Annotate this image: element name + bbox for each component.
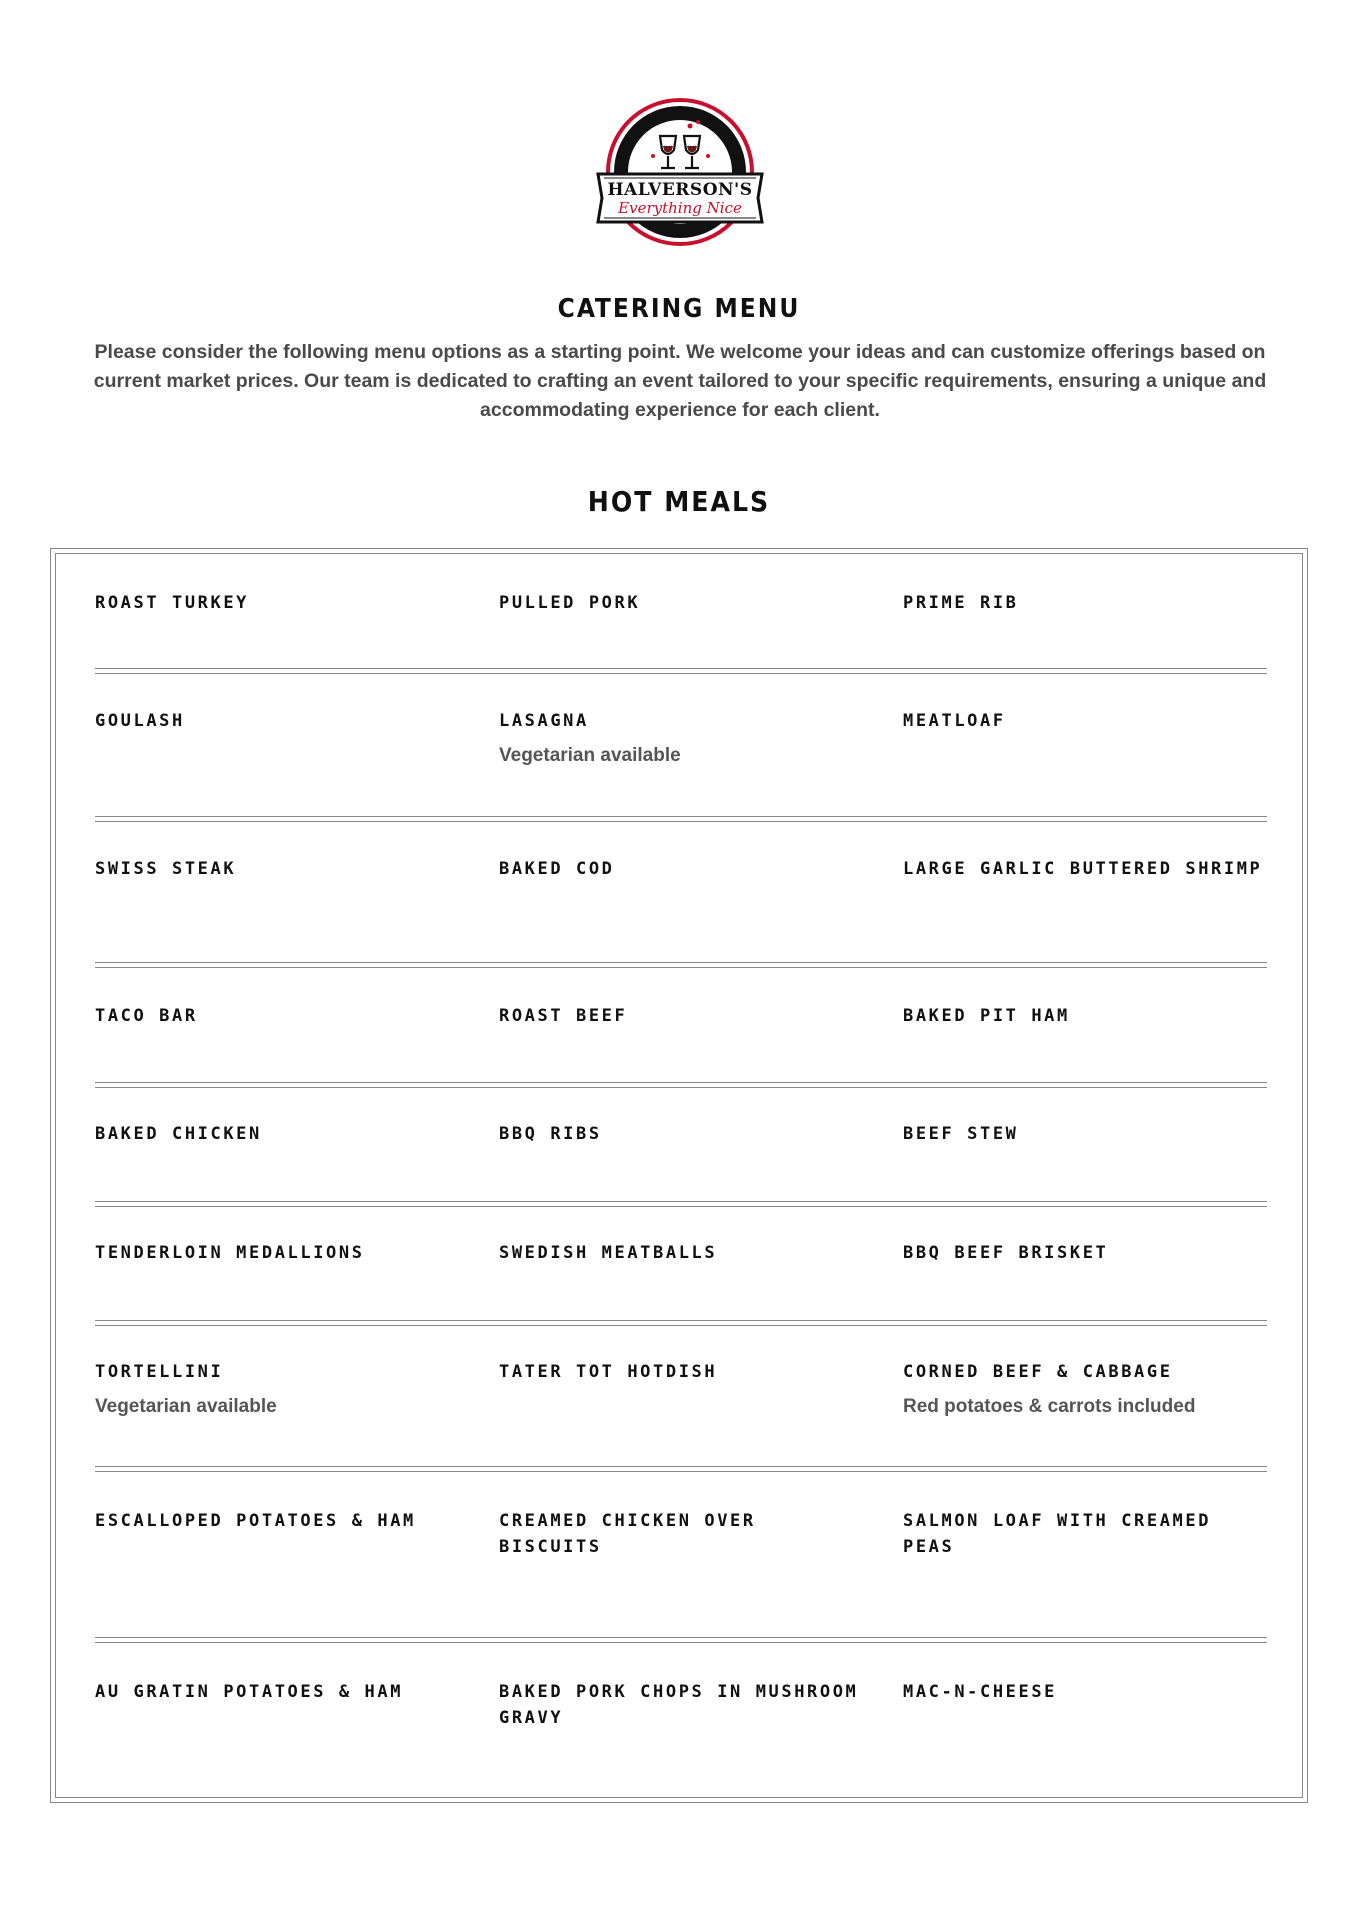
menu-item [499, 1240, 869, 1266]
row-divider [95, 668, 1267, 674]
menu-item-note: Vegetarian available [95, 1396, 277, 1417]
row-divider [95, 1466, 1267, 1472]
menu-item [499, 708, 869, 768]
menu-item [95, 1240, 465, 1266]
menu-item-name: BEEF STEW [903, 1124, 1019, 1144]
menu-item-name: TACO BAR [95, 1006, 198, 1026]
menu-item-note: Red potatoes & carrots included [903, 1396, 1196, 1417]
row-divider [95, 816, 1267, 822]
menu-item [499, 590, 869, 616]
menu-item-name: ROAST BEEF [499, 1006, 628, 1026]
menu-item [95, 1508, 465, 1534]
row-divider [95, 962, 1267, 968]
row-divider [95, 1201, 1267, 1207]
menu-item-name: AU GRATIN POTATOES & HAM [95, 1682, 404, 1702]
menu-item [95, 1679, 465, 1705]
menu-item-name: PRIME RIB [903, 593, 1019, 613]
menu-item-name: BAKED CHICKEN [95, 1124, 262, 1144]
menu-item-name: BAKED PIT HAM [903, 1006, 1070, 1026]
menu-item-name: BAKED COD [499, 859, 615, 879]
menu-item [95, 708, 465, 734]
menu-item-name: TATER TOT HOTDISH [499, 1362, 718, 1382]
hot-meals-title: HOT MEALS [587, 485, 771, 518]
menu-item [499, 856, 869, 882]
menu-item [95, 1121, 465, 1147]
menu-item [903, 1121, 1273, 1147]
catering-menu-title: CATERING MENU [557, 294, 801, 324]
menu-item-name: ROAST TURKEY [95, 593, 250, 613]
menu-item [499, 1679, 869, 1731]
menu-item [903, 708, 1273, 734]
menu-item-name: GOULASH [95, 711, 185, 731]
menu-item-name: MEATLOAF [903, 711, 1006, 731]
menu-item [903, 1240, 1273, 1266]
menu-item-note: Vegetarian available [499, 745, 681, 766]
menu-item [903, 856, 1273, 882]
intro-paragraph: Please consider the following menu options as a starting point. We welcome your ideas and can customize offerings based on current market prices. Our team is dedicated to crafting an event tailored to your specific requirements, ensuring a unique and accommodating experience for each client. [93, 341, 1267, 421]
menu-item [903, 590, 1273, 616]
menu-item [499, 1508, 869, 1560]
menu-item [903, 1679, 1273, 1705]
row-divider [95, 1082, 1267, 1088]
menu-item-name: BBQ BEEF BRISKET [903, 1243, 1109, 1263]
menu-item-name: SWISS STEAK [95, 859, 237, 879]
menu-item-name: SALMON LOAF WITH CREAMED PEAS [903, 1511, 1212, 1557]
menu-item-name: CREAMED CHICKEN OVER BISCUITS [499, 1511, 756, 1557]
menu-item [903, 1359, 1273, 1419]
menu-item-name: LASAGNA [499, 711, 589, 731]
halversons-logo [590, 98, 770, 256]
menu-item-name: PULLED PORK [499, 593, 641, 613]
logo-tagline: Everything Nice [618, 199, 742, 217]
menu-item [903, 1003, 1273, 1029]
logo-emblem-icon [590, 98, 770, 256]
menu-item [903, 1508, 1273, 1560]
menu-item-name: ESCALLOPED POTATOES & HAM [95, 1511, 416, 1531]
menu-item-name: TORTELLINI [95, 1362, 224, 1382]
menu-item [95, 856, 465, 882]
row-divider [95, 1637, 1267, 1643]
menu-item-name: BBQ RIBS [499, 1124, 602, 1144]
menu-item [499, 1121, 869, 1147]
menu-item [499, 1003, 869, 1029]
menu-item [95, 1359, 465, 1419]
menu-item-name: MAC-N-CHEESE [903, 1682, 1058, 1702]
row-divider [95, 1320, 1267, 1326]
menu-item-name: CORNED BEEF & CABBAGE [903, 1362, 1173, 1382]
menu-item [499, 1359, 869, 1385]
menu-item [95, 590, 465, 616]
menu-item-name: SWEDISH MEATBALLS [499, 1243, 718, 1263]
logo-name: HALVERSON'S [607, 180, 753, 200]
menu-item-name: BAKED PORK CHOPS IN MUSHROOM GRAVY [499, 1682, 859, 1728]
menu-item [95, 1003, 465, 1029]
menu-item-name: TENDERLOIN MEDALLIONS [95, 1243, 365, 1263]
menu-item-name: LARGE GARLIC BUTTERED SHRIMP [903, 859, 1263, 879]
